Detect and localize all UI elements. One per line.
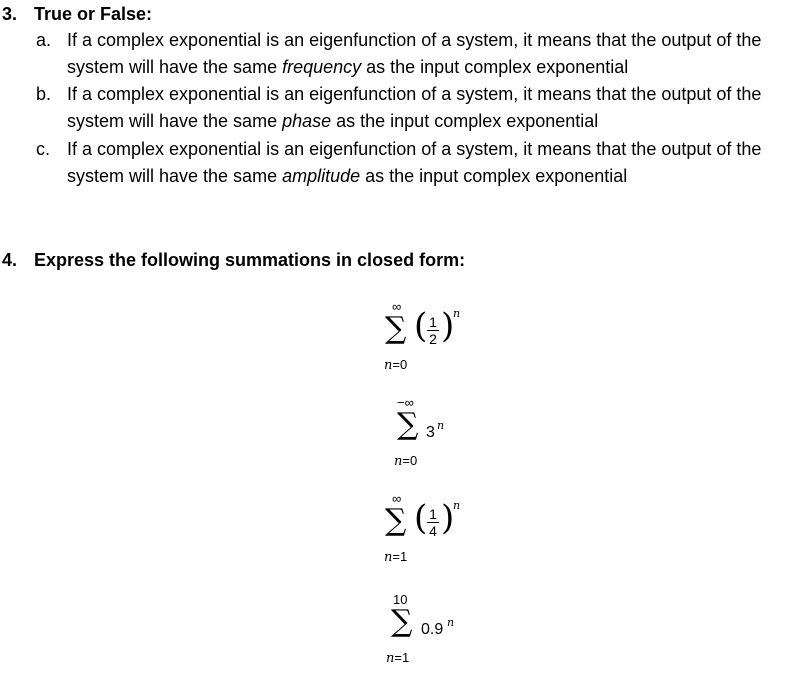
fraction (427, 507, 439, 538)
item-line-2-end: as the input complex exponential (361, 57, 629, 77)
lower-limit (386, 651, 409, 665)
upper-limit: ∞ (392, 299, 402, 314)
left-paren: ( (414, 498, 428, 538)
item-letter: b. (36, 84, 52, 104)
item-line-2-start: system will have the same (67, 111, 283, 131)
lower-limit (384, 358, 407, 372)
question-3-title: True or False: (34, 4, 153, 24)
upper-limit: 10 (393, 592, 408, 607)
lower-limit (384, 550, 407, 564)
exponent: n (453, 499, 461, 512)
sigma-symbol: ∑ (397, 407, 419, 442)
item-line-2 (67, 54, 628, 81)
upper-limit: −∞ (397, 395, 414, 410)
item-emphasis: phase (282, 111, 332, 131)
term-base: 3 (426, 424, 435, 441)
term-base: 0.9 (421, 621, 444, 638)
summation-1 (380, 300, 490, 380)
exponent: n (437, 419, 445, 432)
item-line-2-start: system will have the same (67, 57, 283, 77)
right-paren: ) (441, 498, 455, 538)
lower-variable: n (384, 550, 393, 565)
numerator: 1 (429, 314, 437, 330)
item-emphasis: amplitude (282, 166, 361, 186)
question-4-heading (2, 249, 465, 271)
item-line-1: If a complex exponential is an eigenfunction of a system, it means that the output of the (67, 30, 762, 50)
item-letter: c. (36, 139, 51, 159)
item-emphasis: frequency (282, 57, 362, 77)
sigma-symbol: ∑ (385, 311, 407, 346)
denominator: 4 (429, 523, 437, 539)
numerator: 1 (429, 506, 437, 522)
summation-3 (380, 492, 490, 572)
summation-2 (392, 396, 492, 476)
sigma-symbol: ∑ (385, 503, 407, 538)
lower-limit (394, 454, 417, 468)
right-paren: ) (441, 306, 455, 346)
item-line-1: If a complex exponential is an eigenfunction of a system, it means that the output of the (67, 139, 762, 159)
item-line-1: If a complex exponential is an eigenfunction of a system, it means that the output of the (67, 84, 762, 104)
denominator: 2 (429, 331, 437, 347)
question-4-title: Express the following summations in closed form: (34, 250, 466, 270)
lower-variable: n (386, 651, 395, 666)
exponent: n (447, 616, 455, 629)
lower-value: =0 (402, 453, 418, 468)
item-letter: a. (36, 30, 52, 50)
lower-value: =0 (392, 357, 408, 372)
question-3-number: 3. (2, 4, 18, 24)
lower-value: =1 (392, 549, 408, 564)
item-line-2 (67, 163, 627, 190)
lower-variable: n (384, 358, 393, 373)
question-4-number: 4. (2, 250, 18, 270)
exponent: n (453, 307, 461, 320)
sigma-symbol: ∑ (391, 604, 413, 639)
upper-limit: ∞ (392, 491, 402, 506)
item-line-2-start: system will have the same (67, 166, 283, 186)
question-3-heading (2, 3, 152, 25)
item-line-2-end: as the input complex exponential (360, 166, 628, 186)
summation-4 (386, 593, 496, 673)
item-line-2-end: as the input complex exponential (331, 111, 599, 131)
item-line-2 (67, 108, 598, 135)
fraction (427, 315, 439, 346)
lower-variable: n (394, 454, 403, 469)
left-paren: ( (414, 306, 428, 346)
lower-value: =1 (394, 650, 410, 665)
